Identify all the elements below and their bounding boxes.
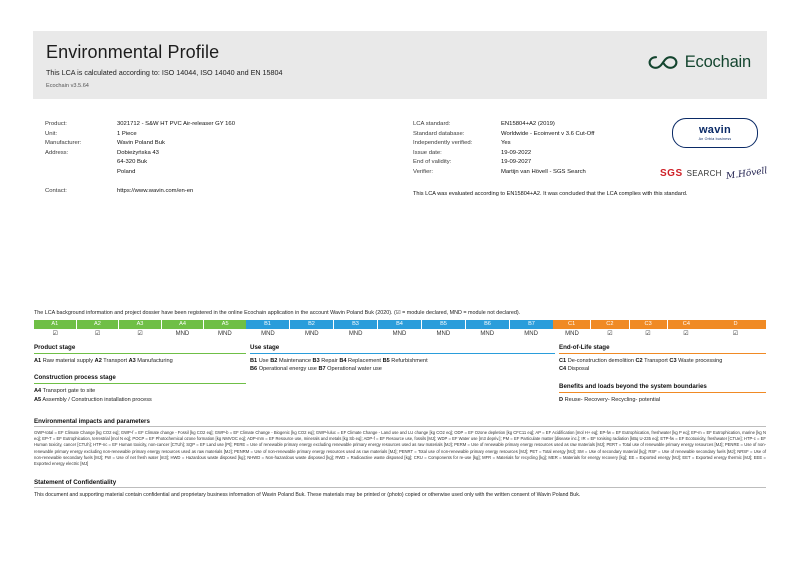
module-states-use bbox=[246, 329, 553, 339]
section-title: Environmental impacts and parameters bbox=[34, 418, 150, 425]
address-line-2: 64-320 Buk bbox=[117, 159, 148, 166]
module-code: C4 bbox=[668, 320, 705, 329]
stage-code: C1 bbox=[559, 358, 567, 364]
stage-text: Raw material supply bbox=[42, 358, 94, 364]
stage-code: B6 bbox=[250, 366, 258, 373]
background-note: The LCA background information and project dossier have been registered in the online Ecochain application in the account Wavin Poland Buk (2020). (☑ = module declared, MND = module not declared). bbox=[34, 310, 521, 316]
stage-divider bbox=[34, 383, 246, 384]
stage-text: Refurbishment bbox=[391, 358, 428, 364]
stage-text: Transport gate to site bbox=[42, 388, 96, 395]
meta-label: Independently verified: bbox=[413, 140, 473, 147]
module-state: MND bbox=[465, 329, 509, 339]
construction-process-stage bbox=[34, 374, 246, 404]
section-divider bbox=[34, 487, 766, 488]
meta-row bbox=[413, 120, 713, 130]
section-title: Statement of Confidentiality bbox=[34, 479, 117, 486]
stage-divider bbox=[250, 353, 555, 354]
module-code: D bbox=[705, 320, 766, 329]
stage-text: De-construction demolition bbox=[567, 358, 634, 364]
module-code: B4 bbox=[378, 320, 422, 329]
module-state: ☑ bbox=[667, 329, 705, 339]
meta-label: End of validity: bbox=[413, 159, 452, 166]
stage-code: B4 bbox=[339, 358, 347, 364]
meta-row bbox=[413, 130, 713, 140]
wavin-wordmark: wavin bbox=[698, 124, 732, 136]
meta-row-contact bbox=[45, 187, 365, 197]
meta-label: Contact: bbox=[45, 188, 67, 195]
meta-row bbox=[45, 130, 365, 140]
module-code: B5 bbox=[422, 320, 466, 329]
module-code: C3 bbox=[630, 320, 668, 329]
meta-label: Issue date: bbox=[413, 149, 442, 156]
benefits-loads-stage bbox=[559, 383, 766, 404]
module-code: A1 bbox=[34, 320, 77, 329]
module-state: MND bbox=[204, 329, 246, 339]
stage-text: Use bbox=[258, 358, 269, 364]
module-code: B3 bbox=[334, 320, 378, 329]
stage-code: B3 bbox=[312, 358, 320, 364]
module-state: ☑ bbox=[76, 329, 118, 339]
stage-text: Replacement bbox=[348, 358, 381, 364]
stage-title: Construction process stage bbox=[34, 374, 116, 382]
module-table bbox=[34, 320, 766, 339]
module-code: A5 bbox=[204, 320, 246, 329]
stage-code: B2 bbox=[270, 358, 278, 364]
stage-text: Disposal bbox=[567, 366, 590, 373]
module-group-product bbox=[34, 320, 246, 329]
module-state: MND bbox=[553, 329, 591, 339]
stage-line bbox=[250, 365, 555, 373]
module-state: MND bbox=[161, 329, 203, 339]
stage-text: Maintenance bbox=[278, 358, 311, 364]
wavin-logo bbox=[672, 118, 758, 148]
stage-text: Operational water use bbox=[327, 366, 382, 373]
section-divider bbox=[34, 426, 766, 427]
meta-value: Wavin Poland Buk bbox=[117, 140, 165, 147]
stage-code: C3 bbox=[669, 358, 677, 364]
stage-code: C4 bbox=[559, 366, 567, 373]
stage-text: Transport bbox=[103, 358, 127, 364]
stage-line bbox=[34, 357, 246, 365]
header-left bbox=[33, 31, 283, 89]
page-subtitle: This LCA is calculated according to: ISO 14044, ISO 14040 and EN 15804 bbox=[46, 68, 283, 77]
meta-value: 19-09-2022 bbox=[501, 149, 532, 156]
meta-label: Manufacturer: bbox=[45, 140, 82, 147]
module-code-row bbox=[34, 320, 766, 329]
meta-row bbox=[45, 120, 365, 130]
module-code: C1 bbox=[553, 320, 591, 329]
module-state: MND bbox=[290, 329, 334, 339]
stage-divider bbox=[34, 353, 246, 354]
meta-value: 19-09-2027 bbox=[501, 159, 532, 166]
module-code: A4 bbox=[162, 320, 205, 329]
meta-label: Verifier: bbox=[413, 168, 433, 175]
stage-use bbox=[250, 344, 555, 374]
stage-title: Benefits and loads beyond the system boundaries bbox=[559, 382, 707, 390]
verifier-signature: M.Hövell bbox=[725, 165, 768, 182]
stage-text: Assembly / Construction installation process bbox=[42, 396, 152, 403]
module-states-eol bbox=[553, 329, 705, 339]
environmental-impacts-section bbox=[34, 418, 766, 467]
impacts-abbreviations: GWP-total = EF Climate Change [kg CO2 eq]; GWP-f = EF Climate change - Fossil [kg CO2 eq]; GWP-b = EF Climate Change - Biogenic [kg CO2 eq]; GWP-luluc = EF Climate Change - Land use and LU change [kg CO2 eq]; ODP = EF Ozone depletion [kg CFC11 eq]; AP = EF Acidification [mol H+ eq]; EP-fw = EF Eutrophication, freshwater [kg P eq]; EP-m = EF Eutrophication, marine [kg N eq]; EP-T = EF Eutrophication, terrestrial [mol N eq]; POCP = EF Photochemical ozone formation [kg NMVOC eq]; ADP-mm = EF Resource use, minerals and metals [kg Sb eq]; ADP-f = EF Resource use, fossils [MJ]; WDP = EF Water use [m3 depriv.]; PM = EF Particulate matter [disease inc.]; IR = EF Ionising radiation [kBq U-235 eq]; ETP-fw = EF Ecotoxicity, freshwater [CTUe]; HTP-c = EF Human toxicity, cancer [CTUh]; HTP-nc = EF Human toxicity, non-cancer [CTUh]; SQP = EF Land use [Pt]; PERE = Use of renewable primary energy excluding renewable primary energy resources used as raw materials [MJ]; PERM = Use of renewable primary energy resources used as raw materials [MJ]; PERT = Total use of renewable primary energy resources [MJ]; PENRE = Use of non-renewable primary energy excluding non-renewable primary energy resources used as raw materials [MJ]; PENRM = Use of non-renewable primary energy resources used as raw materials [MJ]; PENRT = Total use of non-renewable primary energy resources [MJ]; PET = Total energy [MJ]; SM = Use of secondary material [kg]; RSF = Use of renewable secondary fuels [MJ]; NRSF = Use of non-renewable secondary fuels [MJ]; FW = Use of net fresh water [m3]; HWD = Hazardous waste disposed [kg]; NHWD = Non-hazardous waste disposed [kg]; RWD = Radioactive waste disposed [kg]; CRU = Components for re-use [kg]; MFR = Materials for recycling [kg]; MER = Materials for energy recovery [kg]; EE = Exported energy [MJ]; EET = Exported energy thermic [MJ]; EEE = Exported energy electric [MJ] bbox=[34, 430, 766, 467]
address-line-1: Dobieżyńska 43 bbox=[117, 149, 159, 156]
module-state: ☑ bbox=[591, 329, 629, 339]
stage-divider bbox=[559, 353, 766, 354]
meta-label: Unit: bbox=[45, 130, 58, 137]
app-version: Ecochain v3.5.64 bbox=[46, 83, 89, 89]
module-state: MND bbox=[334, 329, 378, 339]
stage-text: Reuse- Recovery- Recycling- potential bbox=[564, 396, 661, 403]
stage-eol bbox=[559, 344, 766, 404]
stage-line bbox=[559, 365, 766, 373]
module-state: MND bbox=[378, 329, 422, 339]
stage-line bbox=[34, 387, 246, 395]
meta-value: 3021712 - S&W HT PVC Air-releaser GY 160 bbox=[117, 121, 235, 127]
module-state: ☑ bbox=[119, 329, 161, 339]
stage-text: Manufacturing bbox=[137, 358, 173, 364]
module-states-product bbox=[34, 329, 246, 339]
meta-row bbox=[413, 149, 713, 159]
search-wordmark: SEARCH bbox=[686, 169, 722, 178]
stage-code: A5 bbox=[34, 396, 42, 403]
meta-label: Product: bbox=[45, 121, 67, 127]
module-state: MND bbox=[509, 329, 553, 339]
evaluation-note: This LCA was evaluated according to EN15804+A2. It was concluded that the LCA complies with this standard. bbox=[413, 191, 688, 197]
stage-code: B5 bbox=[382, 358, 390, 364]
stage-code: D bbox=[559, 396, 564, 403]
module-state-row bbox=[34, 329, 766, 339]
address-line-3: Poland bbox=[117, 168, 136, 175]
meta-value: Yes bbox=[501, 140, 511, 147]
stage-code: A2 bbox=[94, 358, 102, 364]
stage-line bbox=[559, 396, 766, 404]
meta-row bbox=[413, 139, 713, 149]
stage-text: Transport bbox=[644, 358, 668, 364]
module-state: ☑ bbox=[629, 329, 667, 339]
stage-code: B7 bbox=[318, 366, 326, 373]
stage-code: A3 bbox=[128, 358, 136, 364]
meta-row bbox=[413, 158, 713, 168]
stage-product bbox=[34, 344, 246, 404]
stage-line bbox=[250, 357, 555, 365]
page-title: Environmental Profile bbox=[46, 42, 220, 62]
module-group-eol bbox=[553, 320, 705, 329]
stage-text: Operational energy use bbox=[258, 366, 317, 373]
sgs-logo: SGS bbox=[660, 168, 683, 179]
stage-code: C2 bbox=[635, 358, 643, 364]
module-code: B6 bbox=[466, 320, 510, 329]
meta-value: EN15804+A2 (2019) bbox=[501, 121, 555, 127]
meta-row bbox=[45, 139, 365, 149]
contact-link[interactable]: https://www.wavin.com/en-en bbox=[117, 188, 194, 195]
module-code: B7 bbox=[510, 320, 553, 329]
confidentiality-text: This document and supporting material contain confidential and proprietary business information of Wavin Poland Buk. These materials may be printed or (photo) copied or otherwise used only with the written consent of Wavin Poland Buk. bbox=[34, 492, 581, 498]
module-state: MND bbox=[246, 329, 290, 339]
meta-row-address bbox=[45, 149, 365, 178]
module-state: MND bbox=[421, 329, 465, 339]
confidentiality-section bbox=[34, 479, 766, 499]
stage-line bbox=[559, 357, 766, 365]
meta-label: Address: bbox=[45, 149, 69, 156]
stage-code: A4 bbox=[34, 388, 42, 395]
module-code: A2 bbox=[77, 320, 120, 329]
spacer bbox=[45, 178, 365, 188]
stage-code: B1 bbox=[250, 358, 258, 364]
ecochain-wordmark: Ecochain bbox=[684, 53, 751, 71]
metadata-left-column bbox=[45, 120, 365, 197]
module-state: ☑ bbox=[705, 329, 766, 339]
verifier-marks bbox=[660, 165, 768, 182]
meta-value: Worldwide - Ecoinvent v 3.6 Cut-Off bbox=[501, 130, 595, 137]
document-header bbox=[33, 31, 767, 99]
module-states-benefits bbox=[705, 329, 766, 339]
stage-title: Use stage bbox=[250, 344, 280, 351]
meta-label: LCA standard: bbox=[413, 121, 451, 127]
stage-code: A1 bbox=[34, 358, 42, 364]
stage-text: Repair bbox=[321, 358, 338, 364]
stage-text: Waste processing bbox=[678, 358, 723, 364]
stage-line bbox=[34, 396, 246, 404]
meta-label: Standard database: bbox=[413, 130, 465, 137]
meta-value: 1 Piece bbox=[117, 130, 137, 137]
module-group-use bbox=[246, 320, 553, 329]
stage-title: Product stage bbox=[34, 344, 76, 351]
module-code: A3 bbox=[119, 320, 162, 329]
stage-title: End-of-Life stage bbox=[559, 344, 610, 351]
stage-divider bbox=[559, 392, 766, 393]
module-group-benefits bbox=[705, 320, 766, 329]
ecochain-logo bbox=[648, 31, 767, 72]
module-code: C2 bbox=[591, 320, 629, 329]
module-code: B1 bbox=[246, 320, 290, 329]
module-code: B2 bbox=[290, 320, 334, 329]
wavin-tagline: An Orbia business bbox=[698, 137, 732, 141]
meta-value: Martijn van Hövell - SGS Search bbox=[501, 168, 586, 175]
module-state: ☑ bbox=[34, 329, 76, 339]
infinity-icon bbox=[648, 55, 678, 70]
meta-value bbox=[117, 149, 365, 178]
